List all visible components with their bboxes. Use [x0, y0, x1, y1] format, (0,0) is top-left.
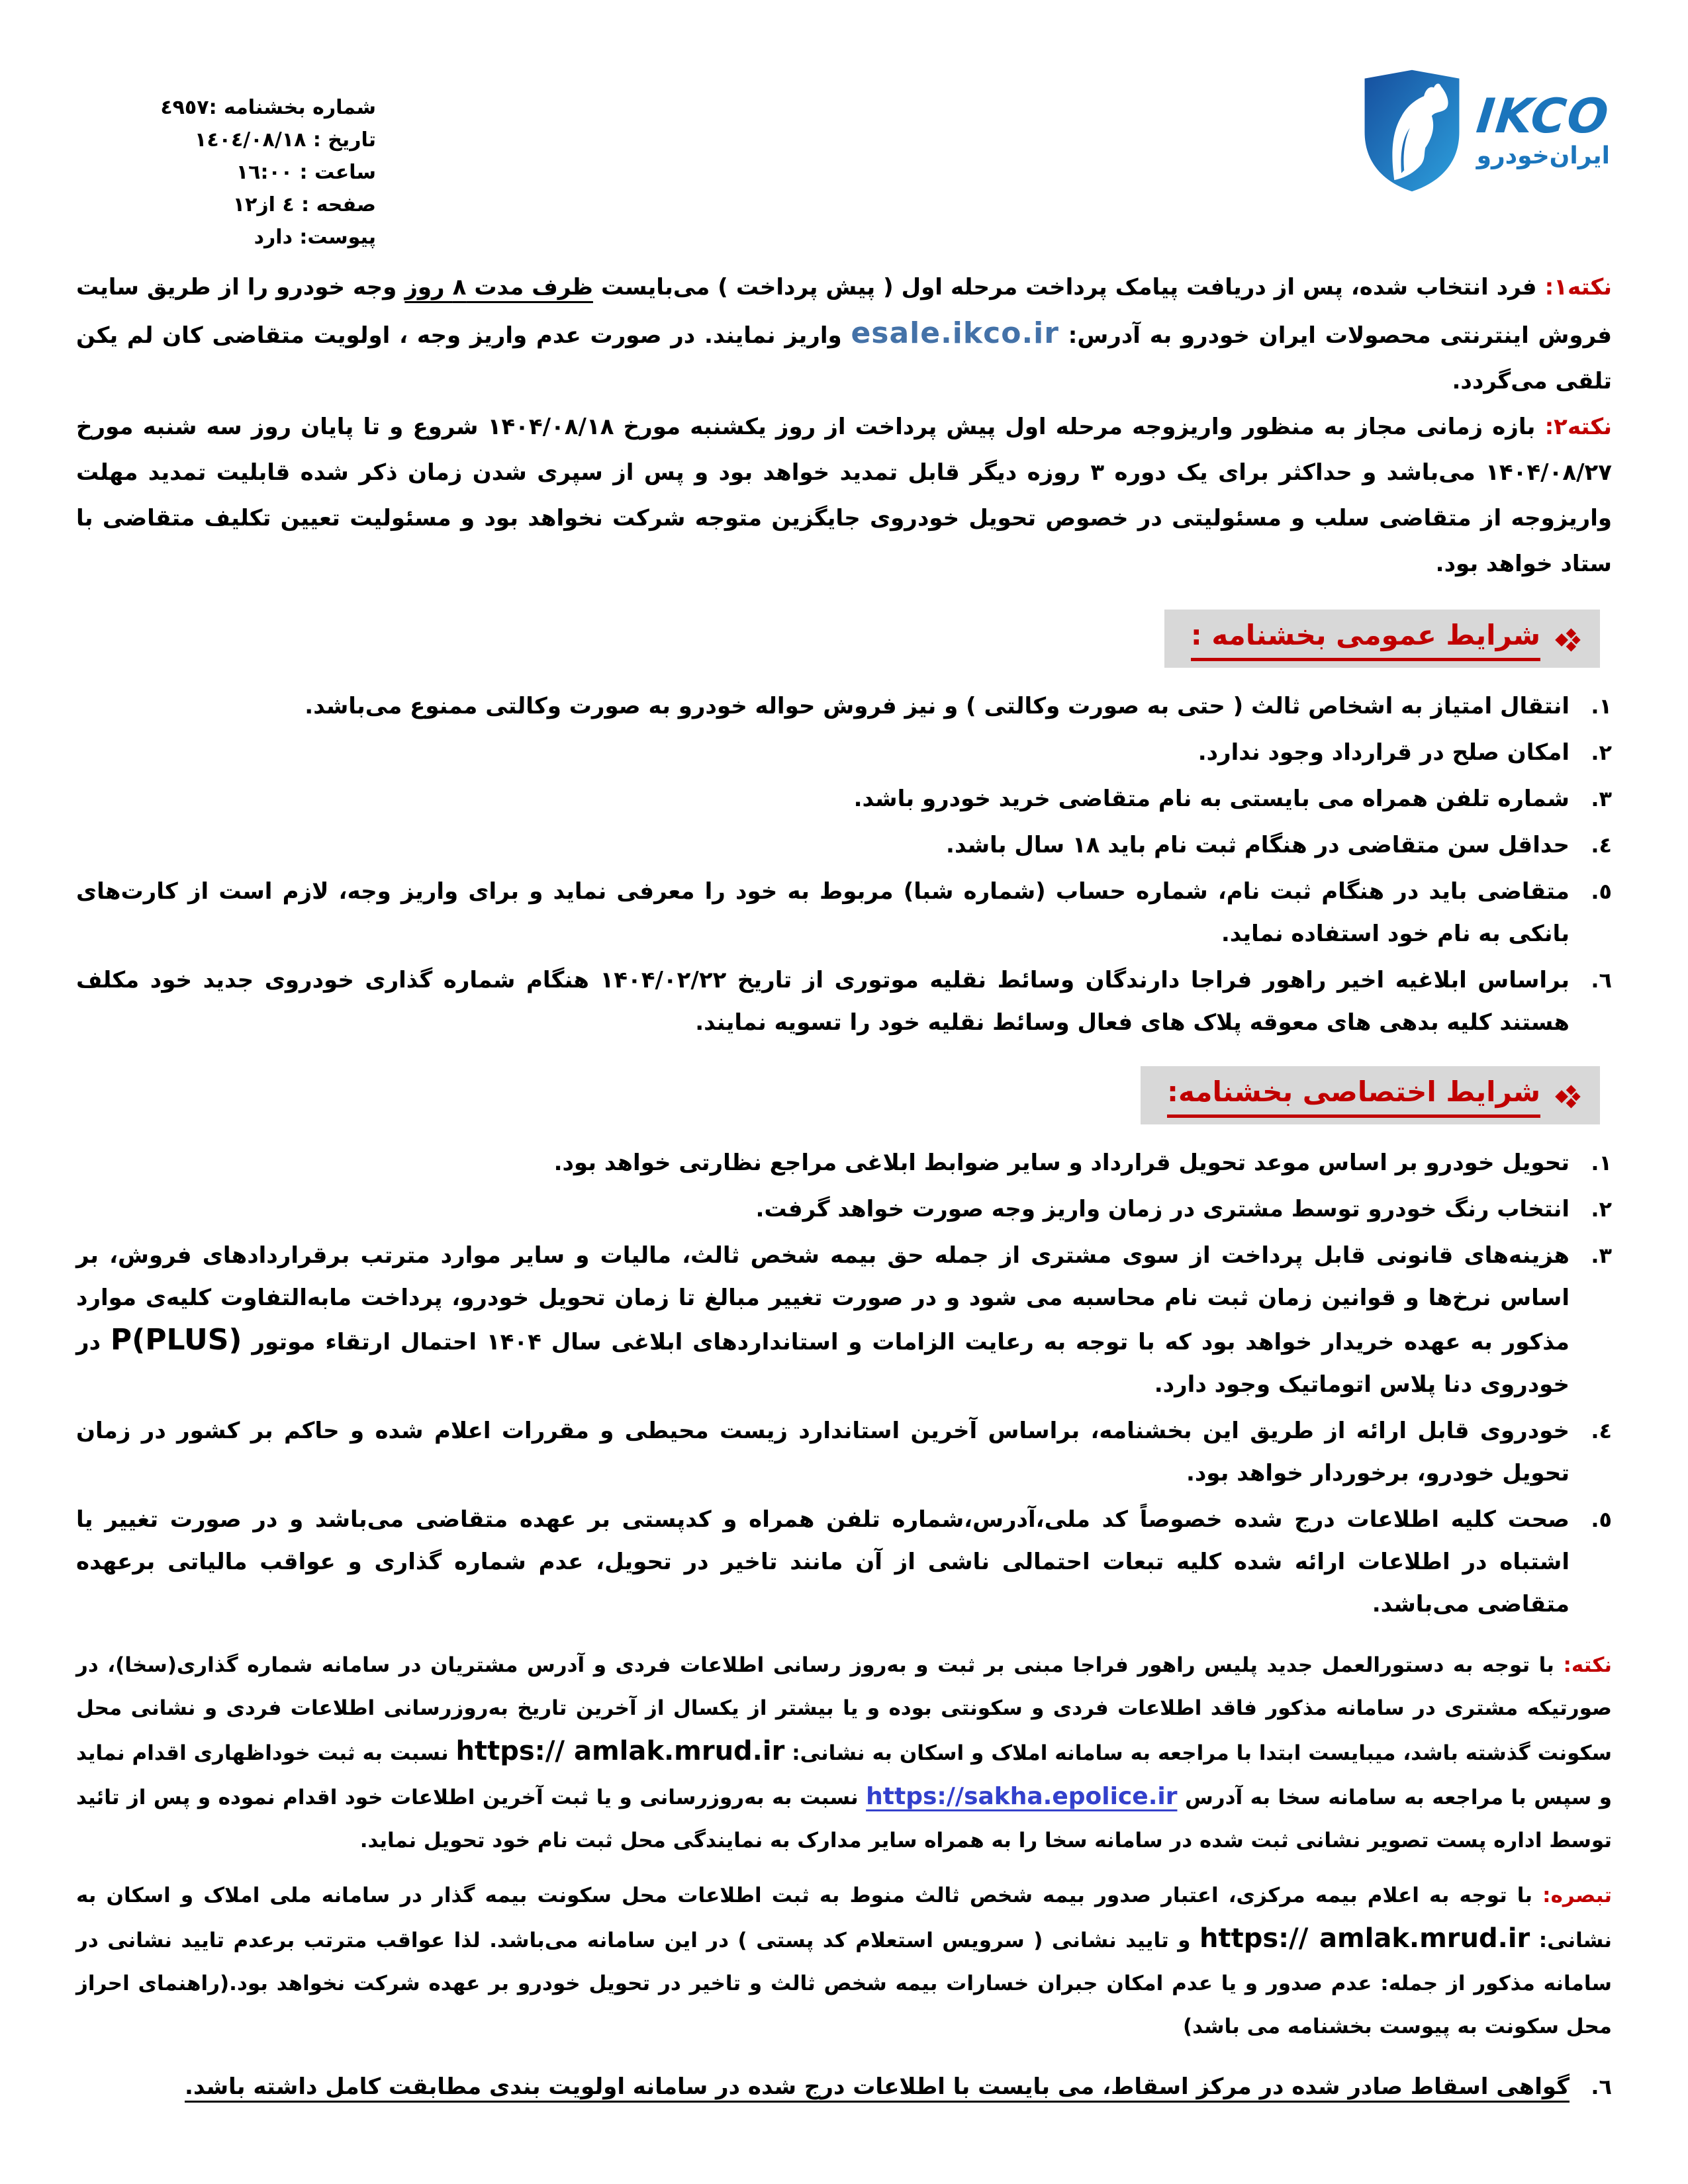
- ikco-logo: [1359, 66, 1613, 195]
- specific-item-3: [76, 1234, 1612, 1406]
- circular-number: شماره بخشنامه :٤٩٥٧: [160, 96, 376, 119]
- item-number: ٢.: [1591, 740, 1612, 765]
- item-number: ٦.: [1591, 968, 1612, 993]
- section-specific-heading: [76, 1066, 1600, 1124]
- note-1: [76, 265, 1612, 404]
- item-text: متقاضی باید در هنگام ثبت نام، شماره حساب (شماره شبا) مربوط به خود را معرفی نماید و برای واریز وجه، لازم است از کارت‌های بانکی به نام خود استفاده نماید.: [76, 878, 1570, 947]
- sakha-link[interactable]: https://sakha.epolice.ir: [866, 1783, 1178, 1810]
- item-text: تحویل خودرو بر اساس موعد تحویل قرارداد و سایر ضوابط ابلاغی مراجع نظارتی خواهد بود.: [553, 1150, 1570, 1176]
- item-text: گواهی اسقاط صادر شده در مرکز اسقاط، می بایست با اطلاعات درج شده در سامانه اولویت بندی مطابقت کامل داشته باشد.: [185, 2073, 1570, 2100]
- specific-item-2: [76, 1188, 1612, 1230]
- item-text: خودروی قابل ارائه از طریق این بخشنامه، براساس آخرین استاندارد زیست محیطی و مقررات اعلام شده و حاکم بر کشور در زمان تحویل خودرو، برخوردار خواهد بود.: [76, 1418, 1570, 1486]
- item-text: براساس ابلاغیه اخیر راهور فراجا دارندگان وسائط نقلیه موتوری از تاریخ ۱۴۰۴/۰۲/۲۲ هنگام شماره گذاری خودروی جدید خود مکلف هستند کلیه بدهی های معوقه پلاک های فعال وسائط نقلیه خود را تسویه نمایند.: [76, 967, 1570, 1036]
- item-text: انتقال امتیاز به اشخاص ثالث ( حتی به صورت وکالتی ) و نیز فروش حواله خودرو به صورت وکالتی ممنوع می‌باشد.: [305, 693, 1570, 719]
- specific-conditions-list: [76, 1142, 1612, 1625]
- item-text: امکان صلح در قرارداد وجود ندارد.: [1197, 739, 1570, 766]
- item-number: ١.: [1591, 694, 1612, 719]
- header-meta: [85, 91, 376, 253]
- diamond-bullet-icon: [1554, 625, 1583, 655]
- general-item-1: [76, 685, 1612, 727]
- section-general-heading: [76, 610, 1600, 668]
- ikco-shield-horse-icon: [1359, 66, 1465, 195]
- note-sakha-text-c: نسبت به به‌روزرسانی و یا ثبت آخرین اطلاعات خود اقدام نموده و پس از تائید توسط اداره پست تصویر نشانی ثبت شده در سامانه سخا را به همراه سایر مدارک به نمایندگی محل ثبت نام خود تحویل نماید.: [76, 1786, 1612, 1852]
- general-item-5: [76, 870, 1612, 955]
- section-general-heading-box: [1164, 610, 1600, 668]
- general-item-2: [76, 731, 1612, 774]
- circular-date: تاریخ : ١٤٠٤/٠٨/١٨: [195, 128, 376, 152]
- specific-item-4: [76, 1410, 1612, 1494]
- item-text: شماره تلفن همراه می بایستی به نام متقاضی خرید خودرو باشد.: [853, 786, 1570, 812]
- note-sakha: [76, 1644, 1612, 1862]
- specific-item-6: [76, 2066, 1612, 2108]
- item-text-b: در خودروی دنا پلاس اتوماتیک وجود دارد.: [76, 1329, 1570, 1398]
- diamond-bullet-icon: [1554, 1082, 1583, 1111]
- note-1-text-a: فرد انتخاب شده، پس از دریافت پیامک پرداخت مرحله اول ( پیش پرداخت ) می‌بایست: [592, 274, 1545, 300]
- note-2: [76, 404, 1612, 587]
- section-specific-heading-box: [1141, 1066, 1600, 1124]
- note-1-text-c: واریز نمایند. در صورت عدم واریز وجه ، اولویت متقاضی کان لم یکن تلقی می‌گردد.: [76, 322, 1612, 394]
- section-specific-title: شرایط اختصاصی بخشنامه:: [1167, 1075, 1540, 1118]
- general-item-4: [76, 824, 1612, 866]
- item-number: ٤.: [1591, 833, 1612, 858]
- esale-link[interactable]: esale.ikco.ir: [851, 316, 1059, 350]
- note-sakha-text-b: نسبت به ثبت خوداظهاری اقدام نماید و سپس با مراجعه به سامانه سخا به آدرس: [76, 1741, 1612, 1809]
- specific-item-5: [76, 1498, 1612, 1625]
- attachment-flag: پیوست: دارد: [254, 226, 376, 249]
- note-1-label: نکته۱:: [1544, 274, 1612, 300]
- item-text: صحت کلیه اطلاعات درج شده خصوصاً کد ملی،آدرس،شماره تلفن همراه و کدپستی بر عهده متقاضی می‌باشد و در صورت تغییر یا اشتباه در اطلاعات ارائه شده کلیه تبعات احتمالی ناشی از آن مانند تاخیر در تحویل، عدم شماره گذاری و عواقب مالیاتی برعهده متقاضی می‌باشد.: [76, 1506, 1570, 1617]
- item-number: ٥.: [1591, 879, 1612, 904]
- amlak-link[interactable]: https:// amlak.mrud.ir: [455, 1736, 785, 1766]
- tabsara-text-a: با توجه به اعلام بیمه مرکزی، اعتبار صدور بیمه شخص ثالث منوط به ثبت اطلاعات محل سکونت بیمه گذار در سامانه ملی املاک و اسکان به نشانی:: [76, 1884, 1612, 1952]
- item-number: ١.: [1591, 1150, 1612, 1175]
- tabsara-note: [76, 1874, 1612, 2048]
- item-text: انتخاب رنگ خودرو توسط مشتری در زمان واریز وجه صورت خواهد گرفت.: [755, 1196, 1570, 1222]
- item-number: ٢.: [1591, 1197, 1612, 1222]
- note-sakha-label: نکته:: [1563, 1653, 1612, 1677]
- tabsara-label: تبصره:: [1542, 1884, 1612, 1907]
- item-number: ٦.: [1591, 2074, 1612, 2099]
- logo-wordmark: [1474, 87, 1613, 169]
- item-text: حداقل سن متقاضی در هنگام ثبت نام باید ۱۸ سال باشد.: [946, 832, 1570, 858]
- item-text: [76, 1234, 1570, 1406]
- note-1-underlined-phrase: ظرف مدت ۸ روز: [404, 274, 593, 300]
- circular-time: ساعت : ١٦:٠٠: [236, 161, 376, 184]
- page-number: صفحه : ٤ از١٢: [232, 193, 376, 216]
- item-number: ٤.: [1591, 1418, 1612, 1443]
- tabsara-text-b: و تایید نشانی ( سرویس استعلام کد پستی ) در این سامانه می‌باشد. لذا عواقب مترتب برعدم تایید نشانی در سامانه مذکور از جمله: عدم صدور و یا عدم امکان جبران خسارات بیمه شخص ثالث و تاخیر در تحویل خودرو بر عهده شرکت نخواهد بود.(راهنمای احراز محل سکونت به پیوست بخشنامه می باشد): [76, 1929, 1612, 2038]
- document-body: [76, 265, 1612, 2112]
- note-sakha-text-a: با توجه به دستورالعمل جدید پلیس راهور فراجا مبنی بر ثبت و به‌روز رسانی اطلاعات فردی و آدرس مشتریان در سامانه شماره گذاری(سخا)، در صورتیکه مشتری در سامانه مذکور فاقد اطلاعات فردی و سکونتی بوده و یا بیشتر از یکسال از آخرین تاریخ به‌روزرسانی اطلاعات فردی و نشانی محل سکونت گذشته باشد، میبایست ابتدا با مراجعه به سامانه املاک و اسکان به نشانی:: [76, 1653, 1613, 1765]
- general-item-6: [76, 959, 1612, 1044]
- general-conditions-list: [76, 685, 1612, 1044]
- item-number: ٣.: [1591, 786, 1612, 811]
- item-number: ٣.: [1591, 1243, 1612, 1268]
- note-2-label: نکته۲:: [1544, 414, 1612, 440]
- general-item-3: [76, 778, 1612, 820]
- amlak-link[interactable]: https:// amlak.mrud.ir: [1199, 1923, 1530, 1954]
- engine-upgrade-code: P(PLUS): [110, 1323, 242, 1357]
- logo-brand-farsi: ایران‌خودرو: [1476, 142, 1610, 169]
- item-number: ٥.: [1591, 1507, 1612, 1532]
- note-1-text-b: وجه خودرو را از طریق سایت فروش اینترنتی محصولات ایران خودرو به آدرس:: [76, 274, 1612, 349]
- item-text-a: هزینه‌های قانونی قابل پرداخت از سوی مشتری از جمله حق بیمه شخص ثالث، مالیات و سایر موارد مترتب برقراردادهای فروش، بر اساس نرخ‌ها و قوانین زمان ثبت نام محاسبه می شود و در صورت تغییر مبالغ تا زمان تحویل خودرو، پرداخت مابه‌التفاوت کلیه‌ی موارد مذکور به عهده خریدار خواهد بود که با توجه به رعایت الزامات و استانداردهای ابلاغی سال ۱۴۰۴ احتمال ارتقاء موتور: [76, 1242, 1570, 1355]
- logo-brand-latin: IKCO: [1474, 87, 1613, 144]
- note-2-text: بازه زمانی مجاز به منظور واریزوجه مرحله اول پیش پرداخت از روز یکشنبه مورخ ۱۴۰۴/۰۸/۱۸ شروع و تا پایان روز سه شنبه مورخ ۱۴۰۴/۰۸/۲۷ می‌باشد و حداکثر برای یک دوره ۳ روزه دیگر قابل تمدید خواهد بود و پس از سپری شدن زمان ذکر شده قابلیت تمدید مهلت واریزوجه از متقاضی سلب و مسئولیتی در خصوص تحویل خودروی جایگزین متوجه شرکت نخواهد بود و مسئولیت تعیین تکلیف متقاضی با ستاد خواهد بود.: [76, 414, 1612, 577]
- specific-item-1: [76, 1142, 1612, 1184]
- section-general-title: شرایط عمومی بخشنامه :: [1191, 619, 1540, 661]
